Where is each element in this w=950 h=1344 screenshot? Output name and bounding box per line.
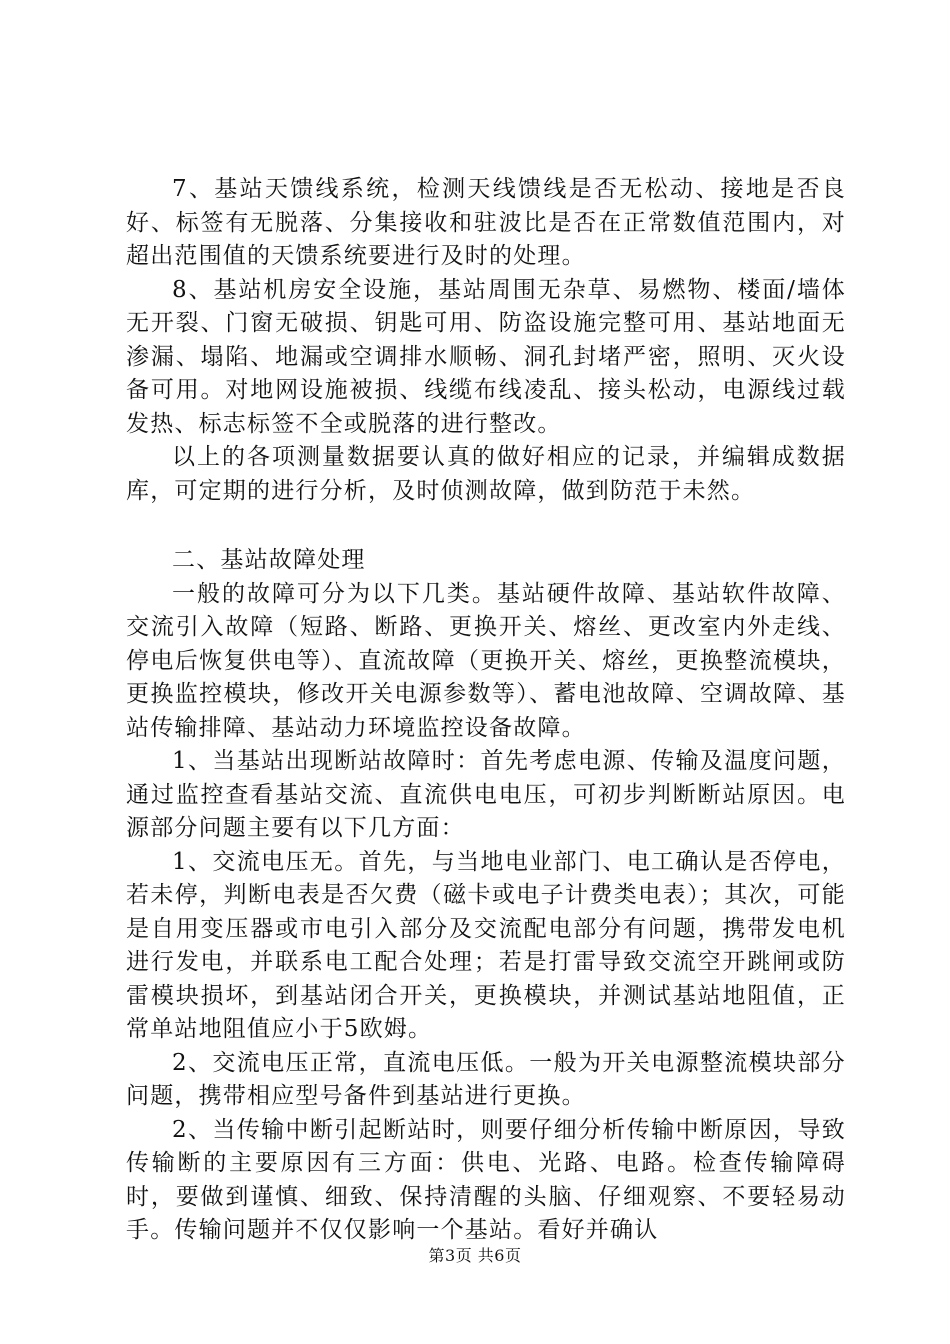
paragraph-no-ac-voltage: 1、交流电压无。首先，与当地电业部门、电工确认是否停电，若未停，判断电表是否欠费（磁卡或电子计费类电表）；其次，可能是自用变压器或市电引入部分及交流配电部分有问题，携带发电机进行发电，并联系电工配合处理；若是打雷导致交流空开跳闸或防雷模块损坏，到基站闭合开关，更换模块，并测试基站地阻值，正常单站地阻值应小于5欧姆。 [126, 848, 846, 1042]
paragraph-site-outage: 1、当基站出现断站故障时：首先考虑电源、传输及温度问题，通过监控查看基站交流、直流供电电压，可初步判断断站原因。电源部分问题主要有以下几方面： [126, 748, 846, 841]
page-number-footer: 第3页 共6页 [428, 1246, 522, 1265]
paragraph-7-antenna-feeder: 7、基站天馈线系统，检测天线馈线是否无松动、接地是否良好、标签有无脱落、分集接收和驻波比是否在正常数值范围内，对超出范围值的天馈系统要进行及时的处理。 [126, 176, 846, 269]
paragraph-transmission-outage: 2、当传输中断引起断站时，则要仔细分析传输中断原因，导致传输断的主要原因有三方面：供电、光路、电路。检查传输障碍时，要做到谨慎、细致、保持清醒的头脑、仔细观察、不要轻易动手。传输问题并不仅仅影响一个基站。看好并确认 [126, 1116, 846, 1243]
paragraph-low-dc-voltage: 2、交流电压正常，直流电压低。一般为开关电源整流模块部分问题，携带相应型号备件到基站进行更换。 [126, 1049, 846, 1109]
paragraph-measurement-records: 以上的各项测量数据要认真的做好相应的记录，并编辑成数据库，可定期的进行分析，及时侦测故障，做到防范于未然。 [126, 444, 846, 504]
document-body [126, 173, 846, 1248]
section-heading: 二、基站故障处理 [172, 547, 366, 573]
paragraph-fault-categories: 一般的故障可分为以下几类。基站硬件故障、基站软件故障、交流引入故障（短路、断路、更换开关、熔丝、更改室内外走线、停电后恢复供电等）、直流故障（更换开关、熔丝，更换整流模块，更换监控模块，修改开关电源参数等）、蓄电池故障、空调故障、基站传输排障、基站动力环境监控设备故障。 [126, 580, 846, 741]
paragraph-8-safety-facilities: 8、基站机房安全设施，基站周围无杂草、易燃物、楼面/墙体无开裂、门窗无破损、钥匙可用、防盗设施完整可用、基站地面无渗漏、塌陷、地漏或空调排水顺畅、洞孔封堵严密，照明、灭火设备可用。对地网设施被损、线缆布线凌乱、接头松动，电源线过载发热、标志标签不全或脱落的进行整改。 [126, 276, 846, 437]
paragraph-gap [126, 508, 846, 544]
